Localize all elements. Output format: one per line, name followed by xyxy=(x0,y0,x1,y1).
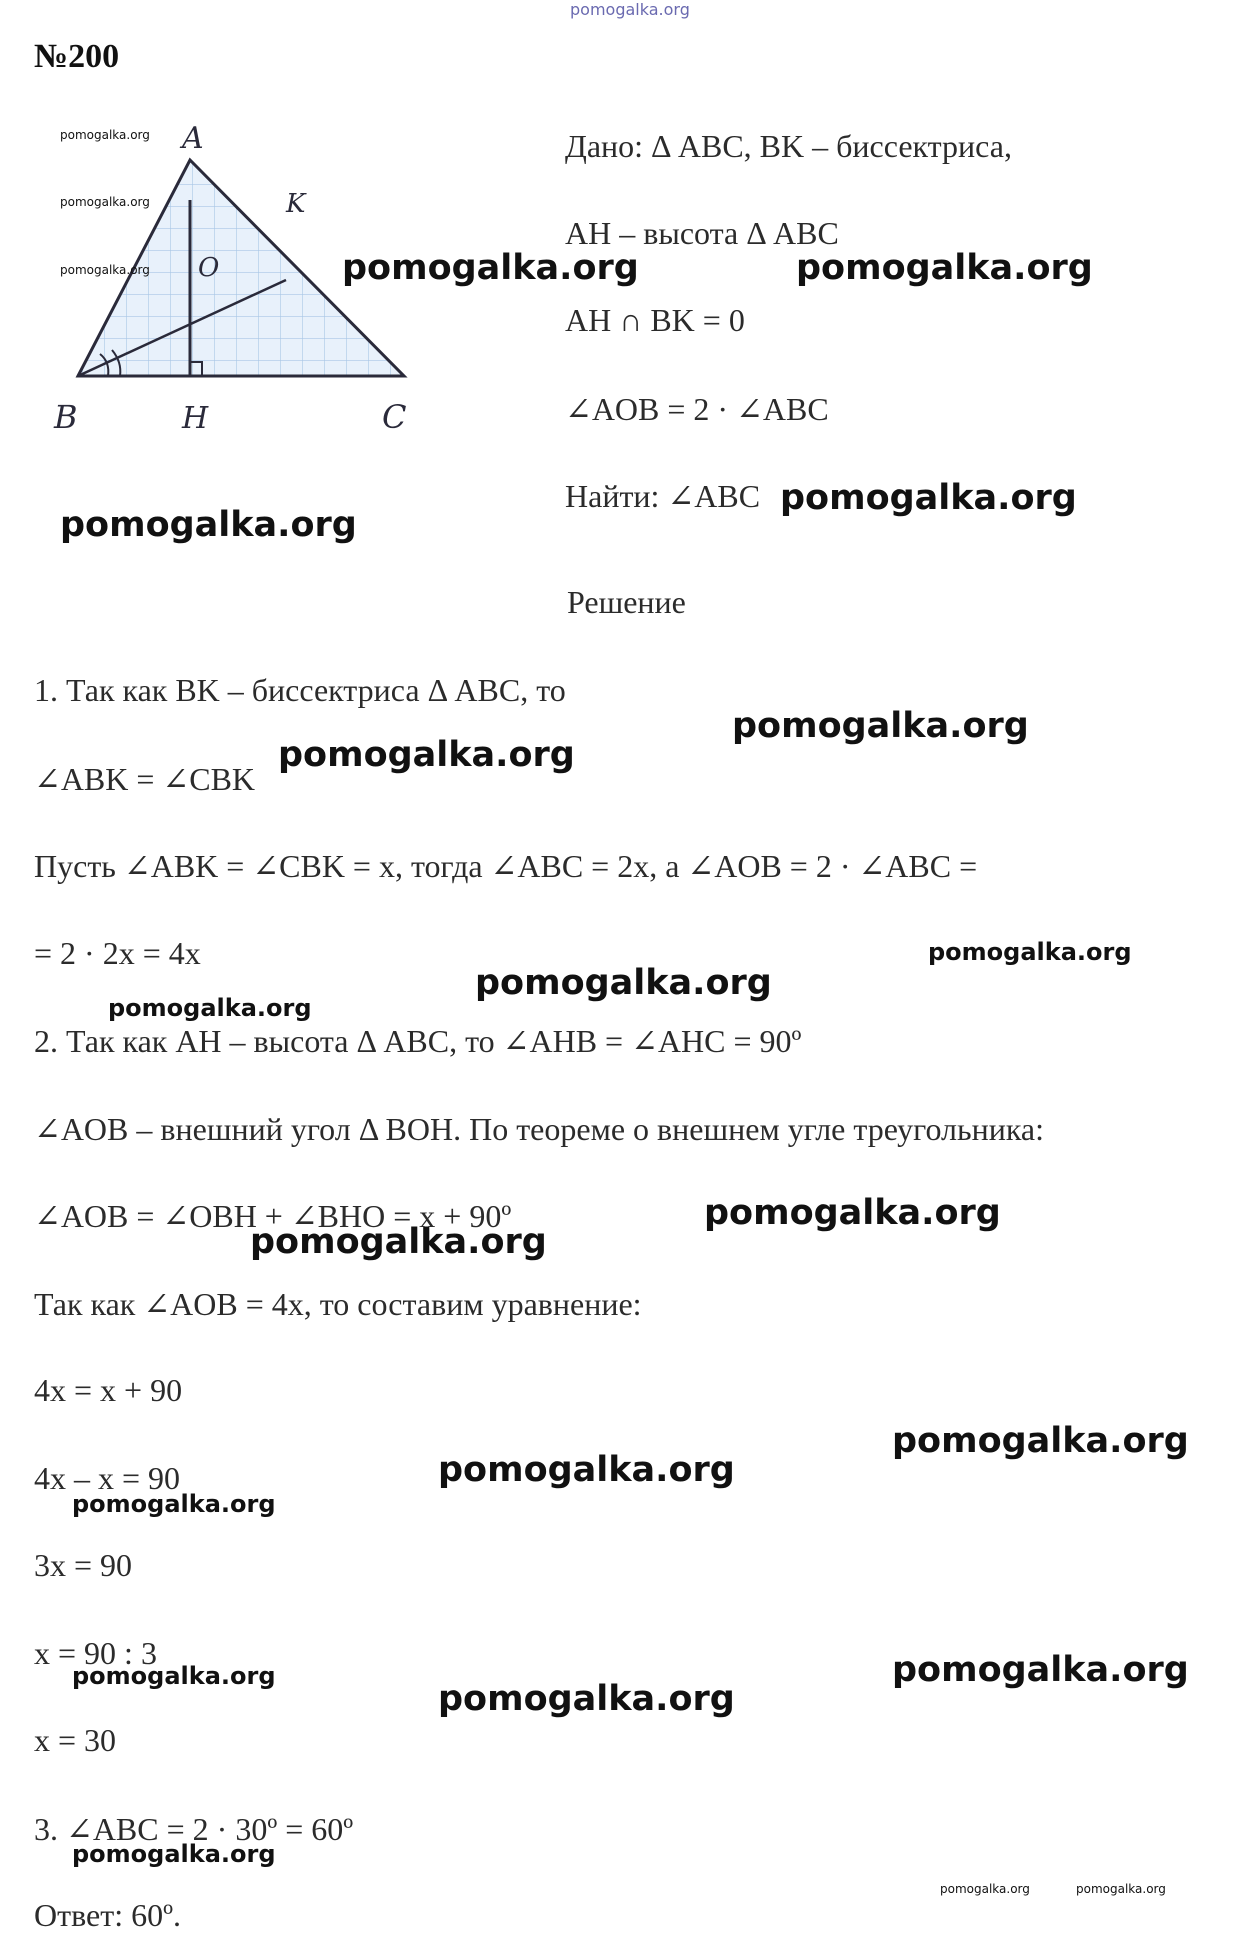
watermark-large: pomogalka.org xyxy=(278,735,575,775)
solution-line-6: ∠AOB – внешний угол Δ BOH. По теореме о внешнем угле треугольника: xyxy=(34,1111,1045,1147)
solution-heading: Решение xyxy=(567,584,686,620)
label-k: K xyxy=(286,189,306,219)
watermark-medium: pomogalka.org xyxy=(72,1662,276,1690)
given-line-1: Дано: Δ ABC, BK – биссектриса, xyxy=(565,128,1012,164)
watermark-large: pomogalka.org xyxy=(438,1679,735,1719)
problem-number: №200 xyxy=(34,38,120,75)
label-b: B xyxy=(54,398,78,436)
solution-line-2: ∠ABK = ∠CBK xyxy=(34,761,256,797)
watermark-small: pomogalka.org xyxy=(1076,1882,1166,1896)
solution-line-12: x = 90 : 3 xyxy=(34,1635,157,1671)
watermark-large: pomogalka.org xyxy=(438,1450,735,1490)
watermark-large: pomogalka.org xyxy=(250,1222,547,1262)
watermark-small: pomogalka.org xyxy=(60,128,150,142)
watermark-small: pomogalka.org xyxy=(60,195,150,209)
watermark-small: pomogalka.org xyxy=(60,263,150,277)
label-h: H xyxy=(182,401,209,436)
label-o: O xyxy=(198,253,220,283)
watermark-large: pomogalka.org xyxy=(732,706,1029,746)
given-line-2: AH – высота Δ ABC xyxy=(565,215,839,251)
solution-line-5: 2. Так как AH – высота Δ ABC, то ∠AHB = ∠AHC = 90º xyxy=(34,1023,802,1059)
solution-line-10: 4x – x = 90 xyxy=(34,1460,181,1496)
top-watermark: pomogalka.org xyxy=(570,0,690,19)
label-a: A xyxy=(182,121,204,156)
solution-line-7: ∠AOB = ∠OBH + ∠BHO = x + 90º xyxy=(34,1198,512,1234)
watermark-large: pomogalka.org xyxy=(704,1193,1001,1233)
watermark-medium: pomogalka.org xyxy=(72,1840,276,1868)
solution-line-3: Пусть ∠ABK = ∠CBK = x, тогда ∠ABC = 2x, а ∠AOB = 2 · ∠ABC = xyxy=(34,848,978,884)
watermark-small: pomogalka.org xyxy=(940,1882,1030,1896)
watermark-large: pomogalka.org xyxy=(796,248,1093,288)
label-c: C xyxy=(382,398,407,436)
answer-line: Ответ: 60º. xyxy=(34,1897,182,1933)
given-line-4: ∠AOB = 2 · ∠ABC xyxy=(565,391,829,427)
watermark-large: pomogalka.org xyxy=(892,1421,1189,1461)
watermark-large: pomogalka.org xyxy=(892,1650,1189,1690)
solution-line-1: 1. Так как BK – биссектриса Δ ABC, то xyxy=(34,672,566,708)
solution-line-11: 3x = 90 xyxy=(34,1547,133,1583)
watermark-medium: pomogalka.org xyxy=(928,938,1132,966)
solution-line-8: Так как ∠AOB = 4x, то составим уравнение: xyxy=(34,1286,642,1322)
watermark-large: pomogalka.org xyxy=(60,505,357,545)
watermark-medium: pomogalka.org xyxy=(108,994,312,1022)
watermark-large: pomogalka.org xyxy=(342,248,639,288)
watermark-large: pomogalka.org xyxy=(475,963,772,1003)
solution-line-14: 3. ∠ABC = 2 · 30º = 60º xyxy=(34,1811,354,1847)
given-line-3: AH ∩ BK = 0 xyxy=(565,302,745,338)
solution-line-9: 4x = x + 90 xyxy=(34,1372,183,1408)
watermark-large: pomogalka.org xyxy=(780,478,1077,518)
solution-line-13: x = 30 xyxy=(34,1722,117,1758)
find-line: Найти: ∠ABC xyxy=(565,478,761,514)
watermark-medium: pomogalka.org xyxy=(72,1490,276,1518)
solution-line-4: = 2 · 2x = 4x xyxy=(34,935,201,971)
